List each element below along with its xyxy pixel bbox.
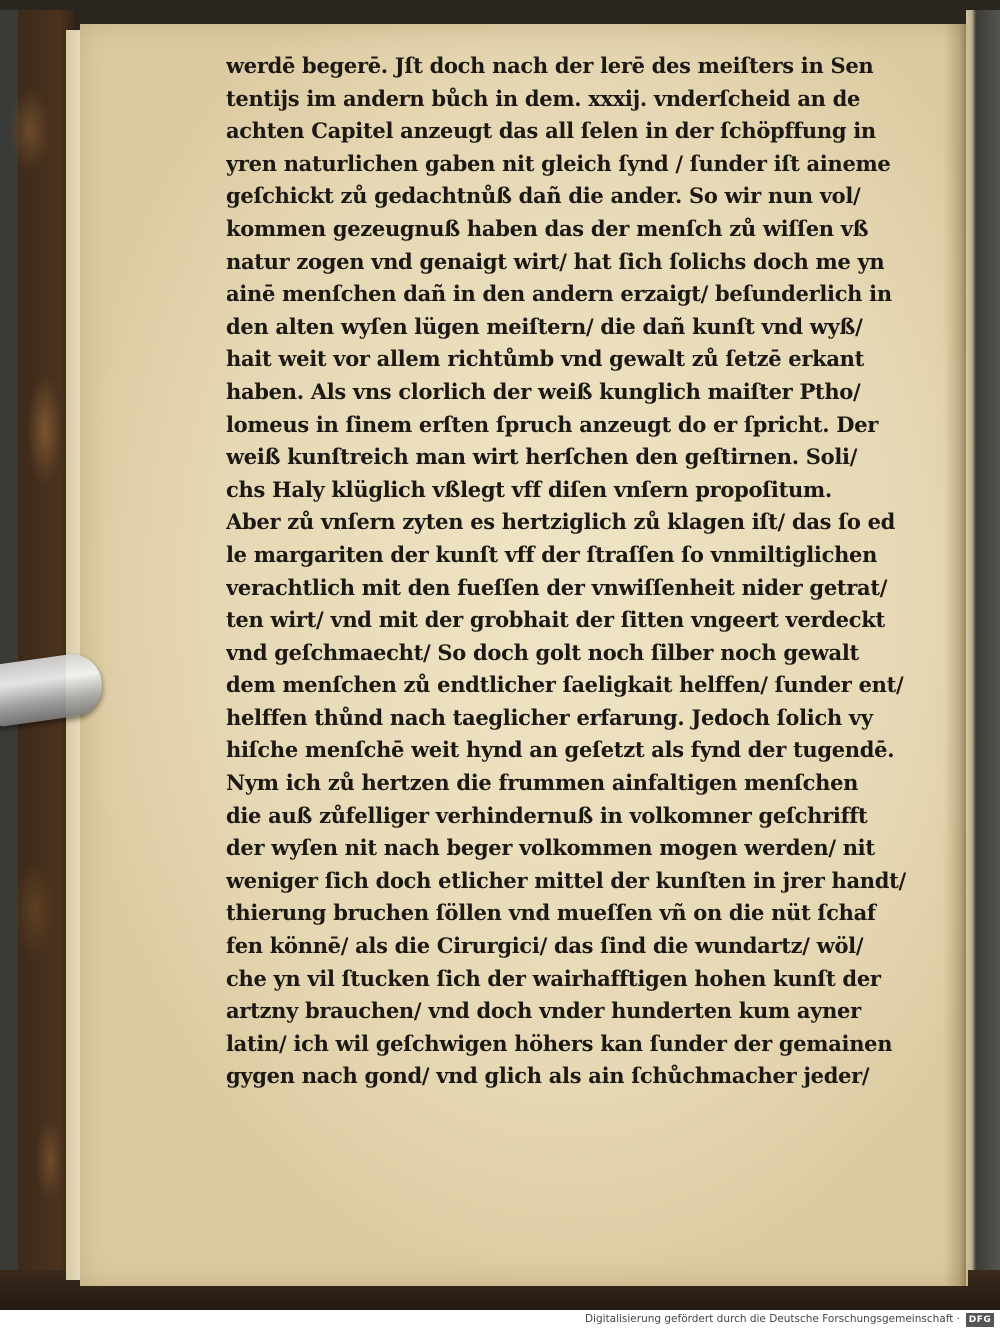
text-line: latin/ ich wil geſchwigen höhers kan ſunder der gemainen (226, 1030, 893, 1056)
text-line: gygen nach gond/ vnd glich als ain ſchůchmacher jeder/ (226, 1063, 870, 1089)
funding-credit: Digitalisierung gefördert durch die Deutsche Forschungsgemeinschaft · (584, 1313, 960, 1325)
text-line: weniger ſich doch etlicher mittel der kunſten in jrer handt/ (226, 867, 906, 893)
text-line: helffen thůnd nach taeglicher erfarung. Jedoch ſolich vy (226, 704, 873, 730)
text-line: werdē begerē. Jſt doch nach der lerē des meiſters in Sen (226, 53, 874, 78)
text-line: le margariten der kunſt vff der ſtraſſen ſo vnmiltiglichen (226, 541, 878, 567)
scan-footer (0, 1310, 1000, 1332)
text-line: lomeus in ſinem erſten ſpruch anzeugt do er ſpricht. Der (226, 411, 879, 437)
text-line: haben. Als vns clorlich der weiß kunglich maiſter Ptho/ (226, 378, 861, 404)
page-text-block (226, 50, 910, 1093)
right-cover-board (966, 10, 1000, 1310)
text-line: che yn vil ſtucken ſich der wairhafftigen hohen kunſt der (226, 965, 881, 991)
text-line: den alten wyſen lügen meiſtern/ die dañ kunſt vnd wyß/ (226, 313, 863, 339)
text-line: ainē menſchen dañ in den andern erzaigt/ beſunderlich in (226, 281, 892, 307)
text-line: chs Haly klüglich vßlegt vff diſen vnſern propoſitum. (226, 476, 832, 502)
dfg-logo: DFG (966, 1313, 994, 1327)
text-line: kommen gezeugnuß haben das der menſch zů wiſſen vß (226, 215, 869, 241)
text-line: yren naturlichen gaben nit gleich ſynd / ſunder iſt aineme (226, 150, 891, 176)
text-line: natur zogen vnd genaigt wirt/ hat ſich ſolichs doch me yn (226, 248, 885, 274)
text-line: Aber zů vnſern zyten es hertziglich zů klagen iſt/ das ſo ed (226, 509, 896, 535)
text-line: die auß zůfelliger verhindernuß in volkomner geſchrifft (226, 802, 868, 828)
page-gutter (944, 24, 966, 1286)
text-line: Nym ich zů hertzen die frummen ainfaltigen menſchen (226, 770, 859, 796)
text-line: geſchickt zů gedachtnůß dañ die ander. So wir nun vol/ (226, 183, 861, 209)
text-line: artzny brauchen/ vnd doch vnder hunderten kum ayner (226, 998, 861, 1024)
text-line: achten Capitel anzeugt das all ſelen in der ſchöpffung in (226, 118, 876, 144)
text-line: ten wirt/ vnd mit der grobhait der ſitten vngeert verdeckt (226, 607, 885, 633)
text-line: fen könnē/ als die Cirurgici/ das ſind die wundartz/ wöl/ (226, 933, 864, 959)
text-line: hait weit vor allem richtůmb vnd gewalt zů ſetzē erkant (226, 346, 865, 372)
text-line: tentijs im andern bůch in dem. xxxij. vnderſcheid an de (226, 85, 861, 111)
text-line: weiß kunſtreich man wirt herſchen den geſtirnen. Soli/ (226, 444, 858, 470)
text-line: vnd geſchmaecht/ So doch golt noch ſilber noch gewalt (226, 639, 859, 665)
text-line: dem menſchen zů endtlicher ſaeligkait helffen/ ſunder ent/ (226, 672, 904, 698)
text-line: verachtlich mit den fueſſen der vnwiſſenheit nider getrat/ (226, 574, 888, 600)
text-line: der wyſen nit nach beger volkommen mogen werden/ nit (226, 835, 875, 861)
text-line: thierung bruchen ſöllen vnd mueſſen vñ on die nüt ſchaf (226, 900, 876, 926)
text-line: hiſche menſchē weit hynd an geſetzt als fynd der tugendē. (226, 737, 895, 763)
